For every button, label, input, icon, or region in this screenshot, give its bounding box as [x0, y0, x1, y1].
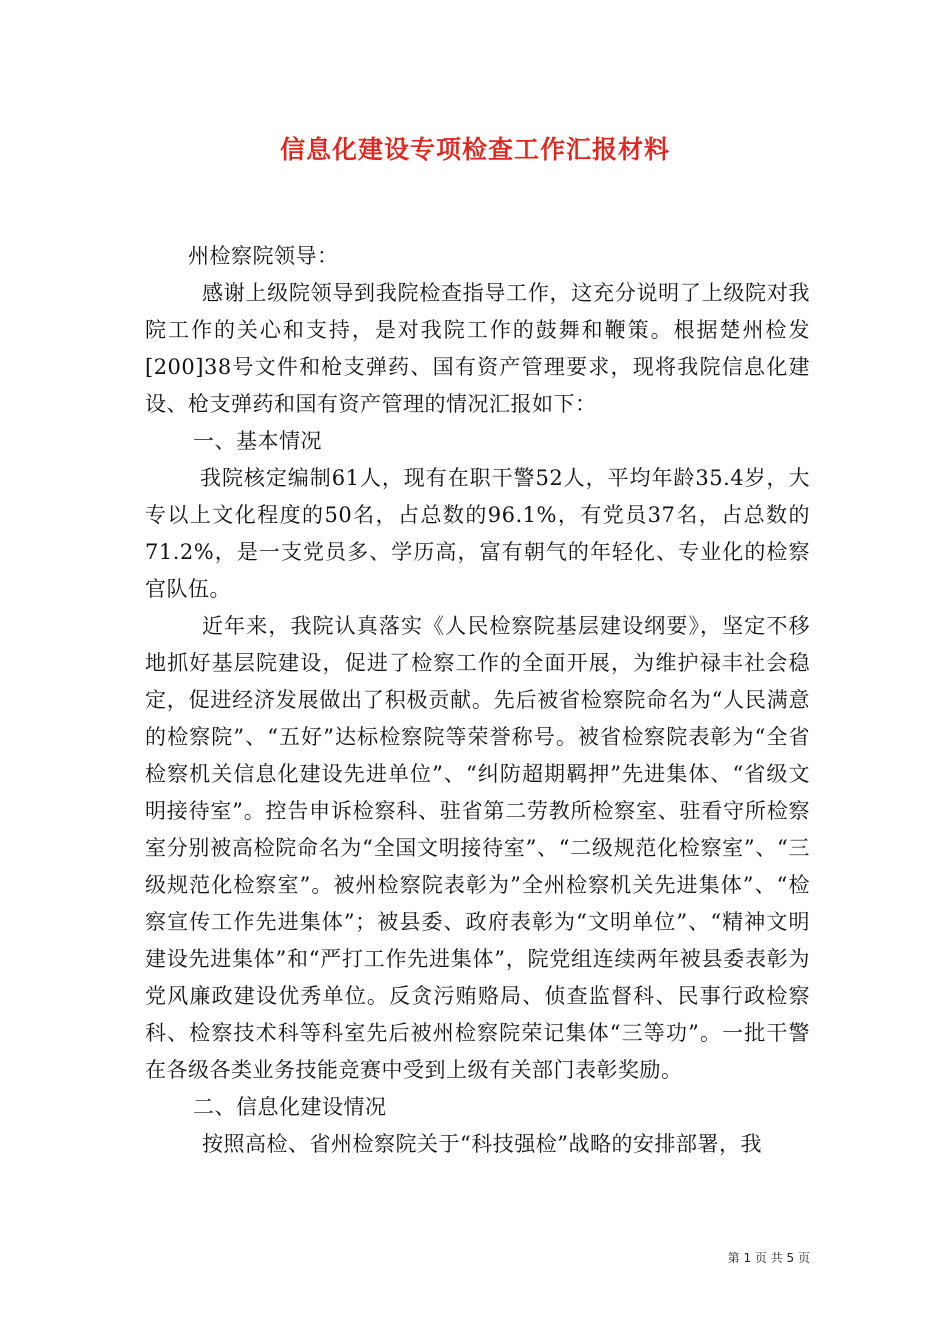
document-body [145, 238, 810, 1163]
section-heading-informatization: 二、信息化建设情况 [193, 1095, 387, 1119]
page-number-footer: 第 1 页 共 5 页 [727, 1251, 810, 1265]
paragraph-intro: 感谢上级院领导到我院检查指导工作，这充分说明了上级院对我院工作的关心和支持，是对我院工作的鼓舞和鞭策。根据楚州检发[200]38号文件和枪支弹药、国有资产管理要求，现将我院信息化建设、枪支弹药和国有资产管理的情况汇报如下： [145, 281, 810, 416]
greeting-line: 州检察院领导： [188, 244, 339, 268]
paragraph-staffing: 我院核定编制61人，现有在职干警52人，平均年龄35.4岁，大专以上文化程度的50名，占总数的96.1%，有党员37名，占总数的71.2%，是一支党员多、学历高，富有朝气的年轻化、专业化的检察官队伍。 [145, 466, 810, 601]
paragraph-informatization: 按照高检、省州检察院关于“科技强检”战略的安排部署，我 [202, 1132, 762, 1156]
section-heading-basic: 一、基本情况 [193, 429, 322, 453]
document-title: 信息化建设专项检查工作汇报材料 [279, 135, 670, 164]
paragraph-achievements: 近年来，我院认真落实《人民检察院基层建设纲要》，坚定不移地抓好基层院建设，促进了检察工作的全面开展，为维护禄丰社会稳定，促进经济发展做出了积极贡献。先后被省检察院命名为“人民满意的检察院”、“五好”达标检察院等荣誉称号。被省检察院表彰为“全省检察机关信息化建设先进单位”、“纠防超期羁押”先进集体、“省级文明接待室”。控告申诉检察科、驻省第二劳教所检察室、驻看守所检察室分别被高检院命名为“全国文明接待室”、“二级规范化检察室”、“三级规范化检察室”。被州检察院表彰为”全州检察机关先进集体”、“检察宣传工作先进集体”；被县委、政府表彰为“文明单位”、“精神文明建设先进集体”和“严打工作先进集体”，院党组连续两年被县委表彰为党风廉政建设优秀单位。反贪污贿赂局、侦查监督科、民事行政检察科、检察技术科等科室先后被州检察院荣记集体“三等功”。一批干警在各级各类业务技能竞赛中受到上级有关部门表彰奖励。 [145, 614, 810, 1082]
